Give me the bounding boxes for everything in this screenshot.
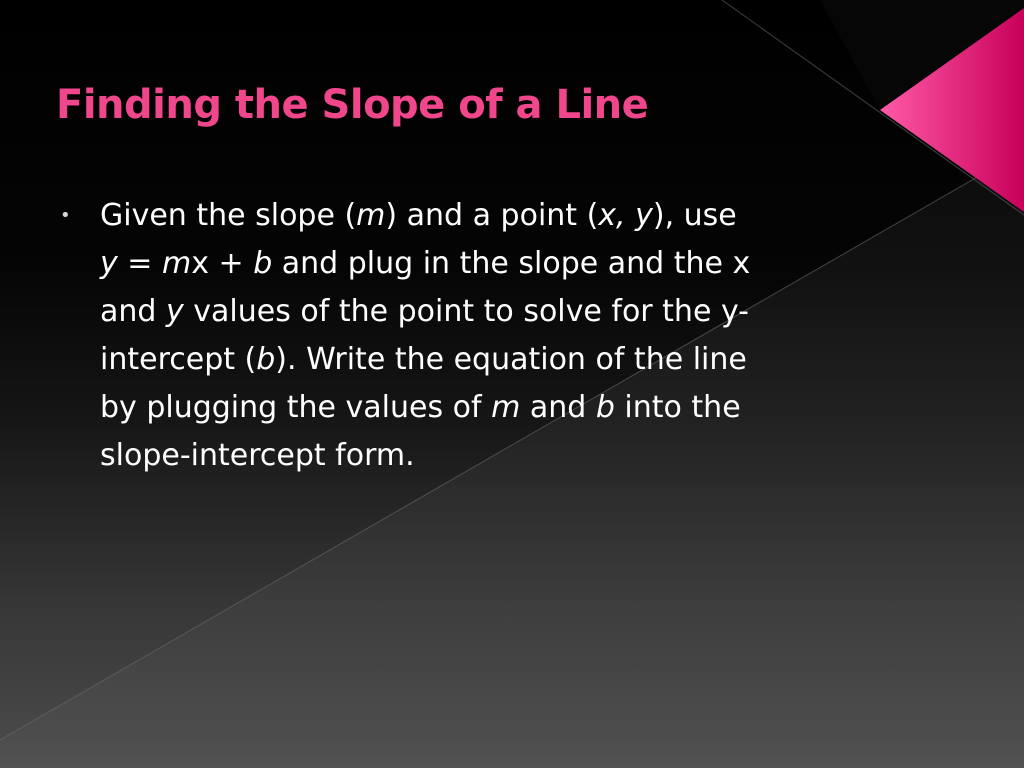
bullet-text-line: [100, 240, 940, 288]
bullet-text-line: [100, 432, 940, 480]
bullet-marker: •: [60, 205, 71, 226]
text-run: by plugging the values of: [100, 390, 492, 425]
bullet-text: [100, 192, 940, 480]
italic-variable: m: [356, 198, 386, 233]
italic-variable: m: [491, 390, 521, 425]
italic-variable: m: [161, 246, 192, 281]
bullet-item: [60, 192, 940, 480]
bullet-text-line: [100, 288, 940, 336]
text-run: ). Write the equation of the line: [275, 342, 747, 377]
text-run: ), use: [652, 198, 737, 233]
text-run: slope-intercept form.: [100, 438, 415, 473]
italic-variable: x, y: [598, 198, 653, 233]
text-run: into the: [614, 390, 741, 425]
italic-variable: b: [595, 390, 615, 425]
text-run: and plug in the slope and the x: [272, 246, 751, 281]
text-run: =: [117, 246, 162, 281]
text-run: values of the point to solve for the y-: [183, 294, 749, 329]
text-run: and: [520, 390, 596, 425]
italic-variable: b: [256, 342, 276, 377]
text-run: and: [100, 294, 166, 329]
bullet-text-line: [100, 384, 940, 432]
text-run: intercept (: [100, 342, 257, 377]
italic-variable: y: [165, 294, 184, 329]
bullet-text-line: [100, 336, 940, 384]
bullet-list: [60, 192, 940, 480]
bullet-text-line: [100, 192, 940, 240]
slide-title: Finding the Slope of a Line: [56, 82, 649, 128]
text-run: x +: [191, 246, 254, 281]
italic-variable: y: [100, 246, 118, 281]
text-run: Given the slope (: [100, 198, 357, 233]
italic-variable: b: [253, 246, 273, 281]
text-run: ) and a point (: [385, 198, 599, 233]
